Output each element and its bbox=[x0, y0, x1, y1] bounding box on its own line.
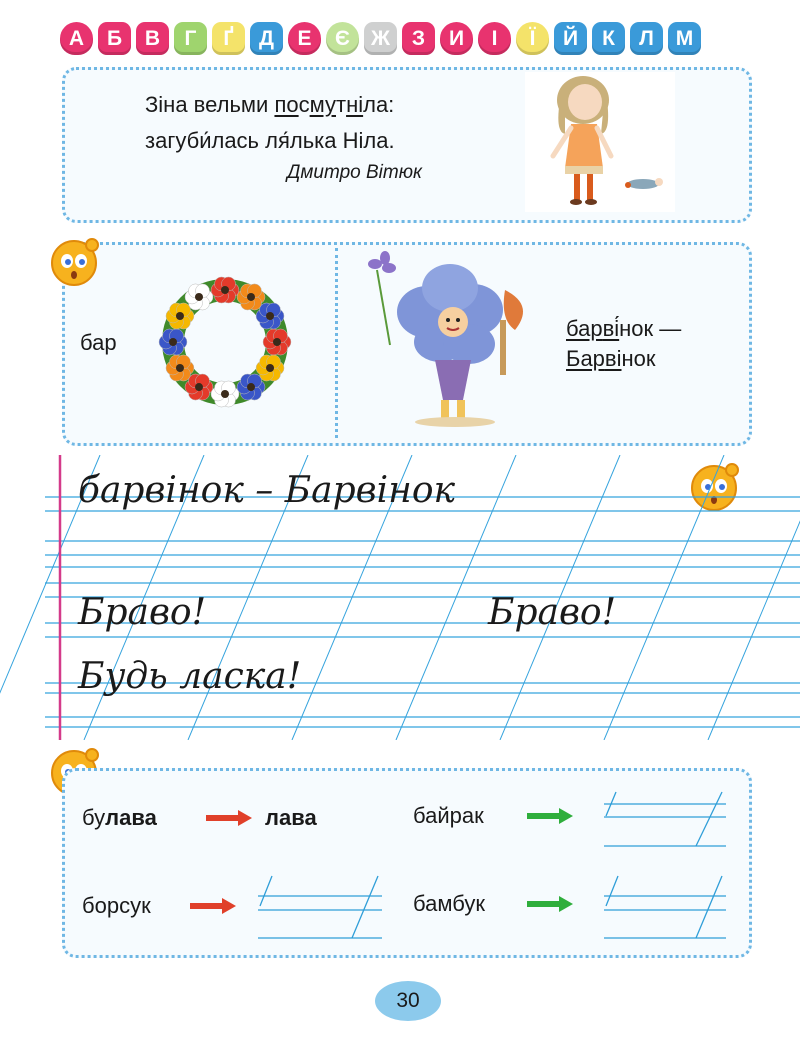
alphabet-letter-tile: М bbox=[668, 22, 701, 55]
alphabet-letter-tile: Б bbox=[98, 22, 131, 55]
poem-author: Дмитро Вітюк bbox=[287, 162, 422, 183]
handwriting-line-3: Будь ласка! bbox=[78, 656, 302, 697]
wreath-flower bbox=[256, 303, 284, 329]
handwriting-bravo-1: Браво! bbox=[78, 592, 207, 633]
box-divider bbox=[335, 248, 338, 438]
thinking-face-icon bbox=[48, 235, 100, 287]
alphabet-letter-tile: Е bbox=[288, 22, 321, 55]
handwriting-bravo-2: Браво! bbox=[488, 592, 617, 633]
wreath-flower bbox=[185, 284, 213, 310]
alphabet-letter-tile: І bbox=[478, 22, 511, 55]
wreath-flower bbox=[263, 329, 291, 355]
flower-wreath-illustration bbox=[140, 262, 310, 422]
word-lava: лава bbox=[265, 805, 317, 830]
alphabet-letter-tile: Г bbox=[174, 22, 207, 55]
handwriting-line-1: барвінок – Барвінок bbox=[78, 470, 456, 511]
alphabet-letter-tile: Й bbox=[554, 22, 587, 55]
alphabet-letter-tile: Є bbox=[326, 22, 359, 55]
word-bayrak: байрак bbox=[413, 803, 484, 828]
word-bar: бар bbox=[80, 330, 117, 355]
word-barvinok-lower: барві́нок — bbox=[566, 316, 682, 341]
word-borsuk: борсук bbox=[82, 893, 151, 918]
wreath-flower bbox=[237, 374, 265, 400]
writing-slot bbox=[604, 786, 726, 850]
alphabet-letter-tile: В bbox=[136, 22, 169, 55]
page-number: 30 bbox=[375, 981, 441, 1021]
alphabet-letter-tile: Ґ bbox=[212, 22, 245, 55]
alphabet-letter-tile: А bbox=[60, 22, 93, 55]
red-arrow-icon bbox=[190, 898, 236, 914]
alphabet-letter-tile: К bbox=[592, 22, 625, 55]
writing-slot bbox=[604, 872, 726, 942]
poem-line-1: Зіна вельми посмутніла: bbox=[145, 92, 395, 117]
alphabet-strip bbox=[60, 22, 701, 55]
wreath-flower bbox=[166, 355, 194, 381]
poem-line-2: загуби́лась ля́лька Ніла. bbox=[145, 128, 395, 153]
writing-slot bbox=[258, 872, 382, 942]
word-barvinok-capital: Барвінок bbox=[566, 346, 656, 371]
wreath-flower bbox=[211, 381, 239, 407]
word-bulava: булава bbox=[82, 805, 157, 830]
alphabet-letter-tile: И bbox=[440, 22, 473, 55]
green-arrow-icon bbox=[527, 808, 573, 824]
wreath-flower bbox=[211, 277, 239, 303]
red-arrow-icon bbox=[206, 810, 252, 826]
alphabet-letter-tile: Л bbox=[630, 22, 663, 55]
girl-with-doll-illustration bbox=[525, 72, 675, 212]
green-arrow-icon bbox=[527, 896, 573, 912]
alphabet-letter-tile: Ї bbox=[516, 22, 549, 55]
barvinok-character-illustration bbox=[365, 250, 550, 430]
alphabet-letter-tile: З bbox=[402, 22, 435, 55]
alphabet-letter-tile: Д bbox=[250, 22, 283, 55]
wreath-flower bbox=[159, 329, 187, 355]
alphabet-letter-tile: Ж bbox=[364, 22, 397, 55]
word-bambuk: бамбук bbox=[413, 891, 485, 916]
